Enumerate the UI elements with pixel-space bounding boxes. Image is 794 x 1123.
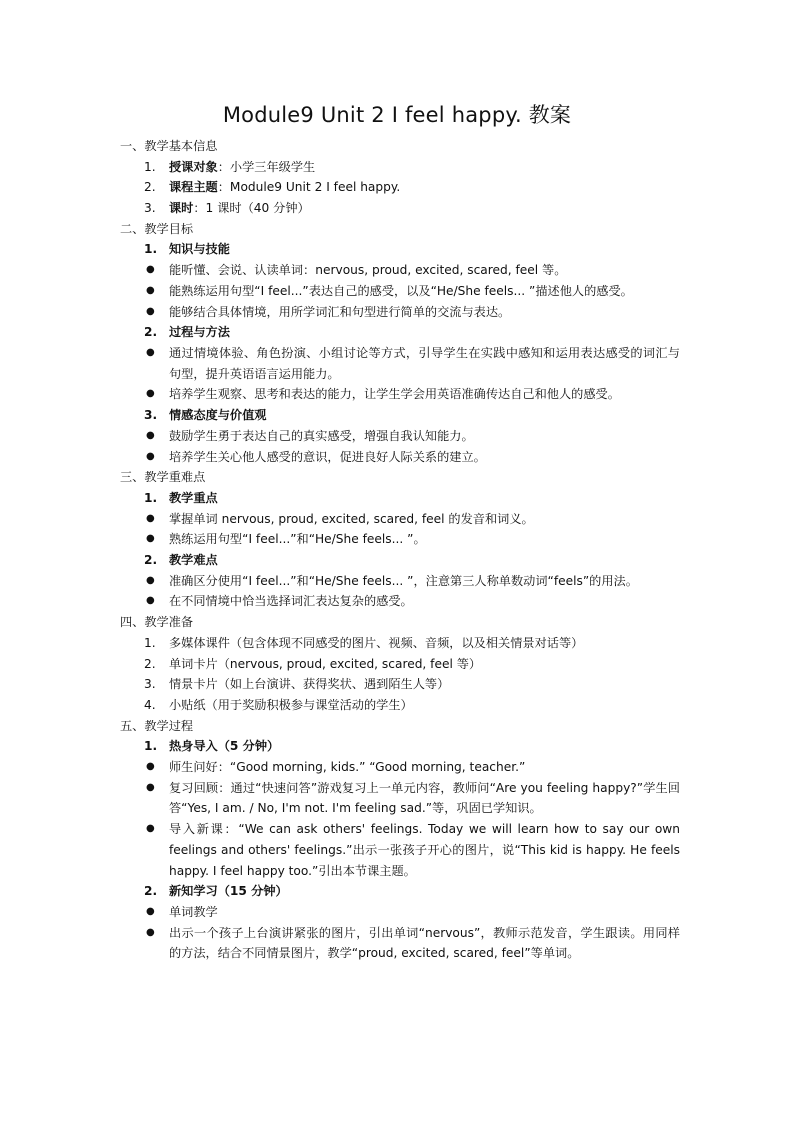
subheading — [120, 405, 680, 426]
bullet-item — [120, 302, 680, 323]
subheading — [120, 881, 680, 902]
section-heading-key-points: 三、教学重难点 — [120, 470, 206, 485]
bullet-item — [120, 260, 680, 281]
bullet-icon: ● — [146, 533, 155, 545]
item-label: 授课对象 — [169, 159, 218, 174]
item-label: 课程主题 — [169, 180, 218, 195]
bullet-icon: ● — [146, 823, 155, 835]
list-number: 1. — [144, 635, 156, 650]
bullet-item — [120, 447, 680, 468]
bullet-icon: ● — [146, 347, 155, 358]
list-item — [120, 633, 680, 654]
item-label: 课时 — [169, 201, 194, 216]
section-heading-process: 五、教学过程 — [120, 718, 194, 733]
list-number: 3. — [144, 408, 158, 423]
item-text: 单词卡片（nervous, proud, excited, scared, feel 等） — [169, 656, 482, 671]
bullet-icon: ● — [146, 264, 155, 276]
list-item — [120, 157, 680, 178]
list-number: 2. — [144, 884, 158, 899]
section-heading-objectives: 二、教学目标 — [120, 221, 194, 236]
bullet-icon: ● — [146, 905, 155, 917]
list-item — [120, 695, 680, 716]
bullet-item — [120, 343, 680, 384]
section-heading-basic-info: 一、教学基本信息 — [120, 139, 218, 153]
bullet-icon: ● — [146, 284, 155, 296]
list-number: 1. — [144, 739, 158, 754]
bullet-text: 准确区分使用“I feel...”和“He/She feels... ”，注意第三人称单数动词“feels”的用法。 — [169, 573, 638, 588]
bullet-text: 通过情境体验、角色扮演、小组讨论等方式，引导学生在实践中感知和运用表达感受的词汇与句型，提升英语语言运用能力。 — [169, 346, 680, 381]
list-number: 1. — [144, 242, 158, 257]
list-item — [120, 654, 680, 675]
list-item — [120, 198, 680, 219]
bullet-text: 复习回顾：通过“快速问答”游戏复习上一单元内容，教师问“Are you feeling happy?”学生回答“Yes, I am. / No, I'm not. I'm feeling sad.”等，巩固已学知识。 — [169, 780, 680, 816]
item-text: 小贴纸（用于奖励积极参与课堂活动的学生） — [169, 697, 413, 712]
list-number: 2. — [144, 656, 156, 671]
bullet-icon: ● — [146, 429, 155, 441]
list-number: 1. — [144, 159, 156, 174]
list-number: 2. — [144, 325, 158, 340]
list-number: 4. — [144, 697, 156, 712]
subheading — [120, 736, 680, 757]
list-item — [120, 674, 680, 695]
bullet-text: 单词教学 — [169, 904, 218, 919]
bullet-text: 能熟练运用句型“I feel...”表达自己的感受，以及“He/She feels... ”描述他人的感受。 — [169, 283, 633, 298]
bullet-item — [120, 923, 680, 964]
bullet-text: 能听懂、会说、认读单词：nervous, proud, excited, scared, feel 等。 — [169, 263, 567, 278]
subheading-label: 教学重点 — [169, 490, 218, 505]
bullet-text: 掌握单词 nervous, proud, excited, scared, feel 的发音和词义。 — [169, 511, 534, 526]
bullet-item — [120, 281, 680, 302]
list-number: 1. — [144, 490, 158, 505]
bullet-item — [120, 778, 680, 819]
bullet-icon: ● — [146, 512, 155, 524]
bullet-icon: ● — [146, 595, 155, 607]
list-item — [120, 177, 680, 198]
item-text: ：Module9 Unit 2 I feel happy. — [217, 180, 401, 195]
subheading-label: 过程与方法 — [169, 325, 230, 340]
bullet-item — [120, 384, 680, 405]
bullet-item — [120, 902, 680, 923]
item-text: ：1 课时（40 分钟） — [193, 201, 310, 216]
bullet-icon: ● — [146, 450, 155, 462]
subheading — [120, 322, 680, 343]
bullet-text: 出示一个孩子上台演讲紧张的图片，引出单词“nervous”，教师示范发音，学生跟读。用同样的方法，结合不同情景图片，教学“proud, excited, scared, feel”等单词。 — [169, 925, 680, 961]
subheading — [120, 550, 680, 571]
bullet-text: 能够结合具体情境，用所学词汇和句型进行简单的交流与表达。 — [169, 304, 511, 319]
subheading-label: 情感态度与价值观 — [169, 408, 267, 423]
bullet-icon: ● — [146, 761, 155, 773]
subheading-label: 新知学习（15 分钟） — [169, 884, 288, 899]
bullet-icon: ● — [146, 781, 155, 793]
list-number: 3. — [144, 677, 156, 692]
list-number: 2. — [144, 180, 156, 195]
list-number: 3. — [144, 201, 156, 216]
subheading — [120, 239, 680, 260]
item-text: 情景卡片（如上台演讲、获得奖状、遇到陌生人等） — [169, 677, 450, 692]
subheading-label: 教学难点 — [169, 553, 218, 568]
bullet-text: 培养学生观察、思考和表达的能力，让学生学会用英语准确传达自己和他人的感受。 — [169, 387, 620, 402]
subheading-label: 知识与技能 — [169, 242, 230, 257]
bullet-item — [120, 529, 680, 550]
item-text: ：小学三年级学生 — [217, 159, 316, 174]
bullet-icon: ● — [146, 305, 155, 317]
bullet-item — [120, 819, 680, 881]
bullet-text: 鼓励学生勇于表达自己的真实感受，增强自我认知能力。 — [169, 428, 474, 443]
bullet-text: 熟练运用句型“I feel...”和“He/She feels... ”。 — [169, 532, 426, 547]
bullet-text: 导入新课：“We can ask others' feelings. Today we will learn how to say our own feelings and others' feelings.”出示一张孩子开心的图片，说“This kid is happy. He feels happy. I feel happy too.”引出本节课主题。 — [169, 822, 681, 878]
list-number: 2. — [144, 553, 158, 568]
page-title: Module9 Unit 2 I feel happy. 教案 — [222, 103, 572, 127]
bullet-item — [120, 757, 680, 778]
subheading-label: 热身导入（5 分钟） — [169, 739, 280, 754]
bullet-icon: ● — [146, 926, 155, 938]
section-heading-preparation: 四、教学准备 — [120, 615, 194, 630]
bullet-item — [120, 571, 680, 592]
bullet-item — [120, 509, 680, 530]
item-text: 多媒体课件（包含体现不同感受的图片、视频、音频，以及相关情景对话等） — [169, 635, 584, 650]
bullet-item — [120, 426, 680, 447]
bullet-text: 培养学生关心他人感受的意识，促进良好人际关系的建立。 — [169, 449, 486, 464]
bullet-text: 在不同情境中恰当选择词汇表达复杂的感受。 — [169, 594, 413, 609]
document-body — [120, 136, 680, 964]
bullet-icon: ● — [146, 574, 155, 586]
subheading — [120, 488, 680, 509]
bullet-item — [120, 591, 680, 612]
bullet-icon: ● — [146, 388, 155, 400]
bullet-text: 师生问好：“Good morning, kids.” “Good morning, teacher.” — [169, 760, 526, 775]
